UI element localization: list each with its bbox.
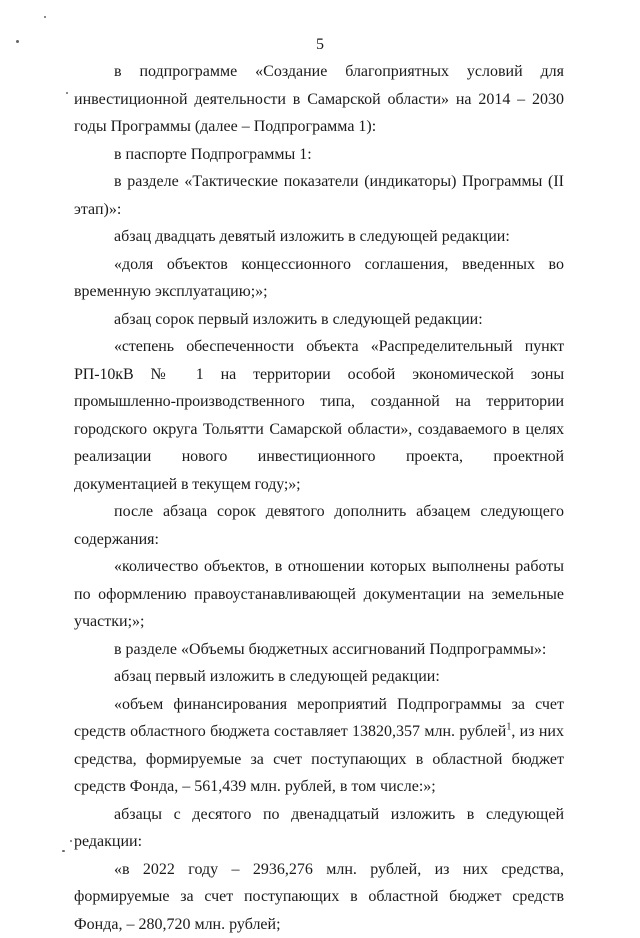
paragraph-49-text: «количество объектов, в отношении которых выполнены работы по оформлению правоустанавливающей документации на земельные участки;»; [74,553,564,636]
page-number: 5 [0,36,640,54]
paragraph-subprogram-intro: в подпрограмме «Создание благоприятных условий для инвестиционной деятельности в Самарской области» на 2014 – 2030 годы Программы (далее – Подпрограмма 1): [74,58,564,141]
scan-speck [16,40,19,43]
paragraph-49-instruction: после абзаца сорок девятого дополнить абзацем следующего содержания: [74,498,564,553]
paragraph-financing-text [74,691,564,801]
paragraph-2022-text: «в 2022 году – 2936,276 млн. рублей, из них средства, формируемые за счет поступающих в областной бюджет средств Фонда, – 280,720 млн. рублей; [74,856,564,938]
financing-text-start: «объем финансирования мероприятий Подпрограммы за счет средств областного бюджета составляет 13820,357 млн. рублей [74,696,564,741]
financing-text-end: , из них средства, формируемые за счет поступающих в областной бюджет средств Фонда, – 561,439 млн. рублей, в том числе:»; [74,723,564,795]
scan-speck [70,840,72,842]
scan-speck [66,92,68,94]
document-body [74,58,564,938]
paragraph-29-text: «доля объектов концессионного соглашения, введенных во временную эксплуатацию;»; [74,251,564,306]
paragraph-passport: в паспорте Подпрограммы 1: [74,141,564,169]
paragraph-29-instruction: абзац двадцать девятый изложить в следующей редакции: [74,223,564,251]
footnote-marker: 1 [506,722,511,733]
paragraph-10-12-instruction: абзацы с десятого по двенадцатый изложить в следующей редакции: [74,801,564,856]
paragraph-first-instruction: абзац первый изложить в следующей редакции: [74,663,564,691]
paragraph-budget-section: в разделе «Объемы бюджетных ассигнований Подпрограммы»: [74,636,564,664]
scan-speck [44,16,46,18]
paragraph-tactical-section: в разделе «Тактические показатели (индикаторы) Программы (II этап)»: [74,168,564,223]
scan-speck [62,850,65,852]
paragraph-41-instruction: абзац сорок первый изложить в следующей редакции: [74,306,564,334]
paragraph-41-text: «степень обеспеченности объекта «Распределительный пункт РП-10кВ № 1 на территории особой экономической зоны промышленно-производственного типа, созданной на территории городского округа Тольятти Самарской области», создаваемого в целях реализации нового инвестиционного проекта, проектной документацией в текущем году;»; [74,333,564,498]
